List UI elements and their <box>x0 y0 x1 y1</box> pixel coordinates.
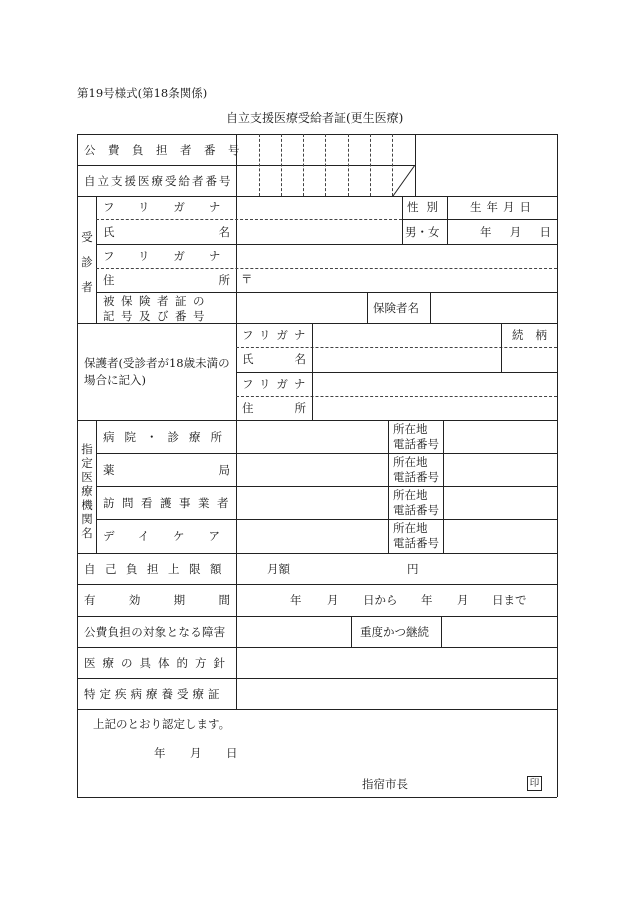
guardian-label-line1: 保護者(受診者が18歳未満の <box>84 356 230 370</box>
public-payer-number-label: 公費負担者番号 <box>84 143 252 157</box>
guardian-furigana-label: フリガナ <box>242 328 312 342</box>
sex-label: 性別 <box>407 200 446 214</box>
validity-to-month: 月 <box>457 593 469 607</box>
recipient-number-label: 自立支援医療受給者番号 <box>84 174 233 188</box>
limit-yen: 円 <box>407 562 419 576</box>
issuer-name: 指宿市長 <box>362 777 408 791</box>
postal-mark: 〒 <box>241 272 253 286</box>
limit-label: 自己負担上限額 <box>84 562 231 576</box>
patient-furigana-label: フリガナ <box>103 200 245 214</box>
cert-year: 年 <box>154 746 166 760</box>
patient-address-label: 住 所 <box>103 273 230 287</box>
serious-continuous-label: 重度かつ継続 <box>360 625 429 639</box>
guardian-label-line2: 場合に記入) <box>84 373 146 387</box>
daycare-tel-label: 電話番号 <box>393 536 439 550</box>
validity-to-year: 年 <box>421 593 433 607</box>
nursing-loc-label: 所在地 <box>393 488 428 502</box>
frame-right <box>557 134 558 797</box>
institution-group-label: 指 定 医 療 機 関 名 <box>81 442 93 540</box>
frame-left <box>77 134 78 797</box>
institution-nursing: 訪問看護事業者 <box>103 496 236 510</box>
birth-label: 生年月日 <box>470 200 536 214</box>
cert-month: 月 <box>190 746 202 760</box>
patient-name-label: 氏 名 <box>103 225 230 239</box>
guardian-furigana2-label: フリガナ <box>242 377 312 391</box>
form-title: 自立支援医療受給者証(更生医療) <box>226 111 404 125</box>
guardian-address-label: 住 所 <box>242 401 306 415</box>
validity-from-year: 年 <box>290 593 302 607</box>
specific-disease-label: 特定疾病療養受療証 <box>84 687 224 701</box>
frame-bottom <box>77 797 557 798</box>
hospital-loc-label: 所在地 <box>393 422 428 436</box>
disability-label: 公費負担の対象となる障害 <box>84 625 226 639</box>
validity-from-month: 月 <box>327 593 339 607</box>
guardian-name-label: 氏 名 <box>242 352 306 366</box>
institution-hospital: 病院・診療所 <box>103 430 232 444</box>
institution-pharmacy: 薬 局 <box>103 463 230 477</box>
institution-daycare: デイケア <box>103 529 244 543</box>
limit-monthly: 月額 <box>267 562 290 576</box>
certification-statement: 上記のとおり認定します。 <box>93 717 231 731</box>
validity-to-day: 日まで <box>492 593 527 607</box>
pharmacy-tel-label: 電話番号 <box>393 470 439 484</box>
insurance-line1: 被保険者証の <box>103 294 211 308</box>
validity-from-day: 日から <box>363 593 398 607</box>
insurer-name-label: 保険者名 <box>373 301 419 315</box>
pharmacy-loc-label: 所在地 <box>393 455 428 469</box>
form-number: 第19号様式(第18条関係) <box>77 86 208 100</box>
sex-value: 男・女 <box>405 225 440 239</box>
check-digit-slash <box>392 165 416 197</box>
policy-label: 医療の具体的方針 <box>84 656 232 670</box>
cert-day: 日 <box>226 746 238 760</box>
validity-label: 有 効 期 間 <box>84 593 230 607</box>
patient-furigana2-label: フリガナ <box>103 249 245 263</box>
insurance-line2: 記号及び番号 <box>103 309 211 323</box>
seal-mark: 印 <box>527 776 542 791</box>
patient-group-label: 受 診 者 <box>81 230 93 294</box>
frame-top <box>77 134 557 135</box>
nursing-tel-label: 電話番号 <box>393 503 439 517</box>
daycare-loc-label: 所在地 <box>393 521 428 535</box>
relation-label: 続柄 <box>512 328 559 342</box>
birth-value: 年 月 日 <box>480 225 552 239</box>
hospital-tel-label: 電話番号 <box>393 437 439 451</box>
